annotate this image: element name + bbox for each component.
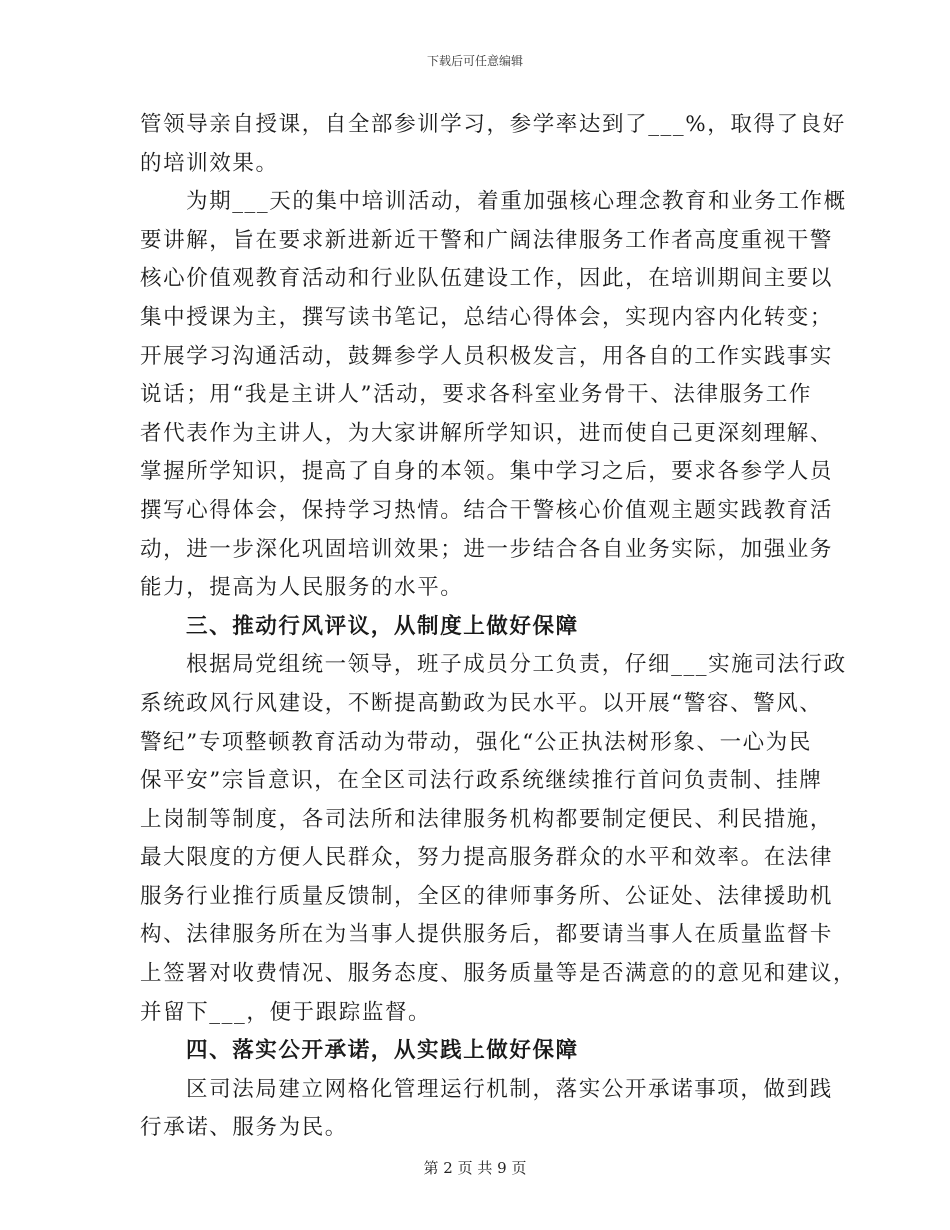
- document-body: [140, 106, 857, 1148]
- paragraph-line: 管领导亲自授课，自全部参训学习，参学率达到了___%，取得了良好: [140, 112, 846, 137]
- paragraph-line: 要讲解，旨在要求新进新近干警和广阔法律服务工作者高度重视干警: [140, 227, 834, 253]
- paragraph-line: 上岗制等制度，各司法所和法律服务机构都要制定便民、利民措施，: [140, 806, 834, 832]
- paragraph-line: 上签署对收费情况、服务态度、服务质量等是否满意的的意见和建议，: [140, 961, 857, 987]
- paragraph-line: 说话；用“我是主讲人”活动，要求各科室业务骨干、法律服务工作: [140, 382, 812, 408]
- paragraph-line: 集中授课为主，撰写读书笔记，总结心得体会，实现内容内化转变；: [140, 304, 834, 330]
- paragraph-line: 撰写心得体会，保持学习热情。结合干警核心价值观主题实践教育活: [140, 497, 834, 523]
- paragraph-line: 服务行业推行质量反馈制，全区的律师事务所、公证处、法律援助机: [140, 883, 834, 909]
- paragraph-line: 动，进一步深化巩固培训效果；进一步结合各自业务实际，加强业务: [140, 536, 834, 562]
- paragraph-line: 行承诺、服务为民。: [140, 1115, 348, 1141]
- paragraph-line: 警纪”专项整顿教育活动为带动，强化“公正执法树形象、一心为民: [140, 729, 812, 755]
- paragraph-line: 的培训效果。: [140, 150, 279, 176]
- section-heading: 三、推动行风评议，从制度上做好保障: [186, 613, 579, 639]
- paragraph-line: 核心价值观教育活动和行业队伍建设工作，因此，在培训期间主要以: [140, 266, 834, 292]
- section-heading: 四、落实公开承诺，从实践上做好保障: [186, 1038, 579, 1064]
- paragraph-line: 区司法局建立网格化管理运行机制，落实公开承诺事项，做到践: [186, 1076, 833, 1102]
- paragraph-line: 最大限度的方便人民群众，努力提高服务群众的水平和效率。在法律: [140, 845, 834, 871]
- paragraph-line: 掌握所学知识，提高了自身的本领。集中学习之后，要求各参学人员: [140, 459, 834, 485]
- paragraph-line: 能力，提高为人民服务的水平。: [140, 575, 464, 601]
- paragraph-line: 系统政风行风建设，不断提高勤政为民水平。以开展“警容、警风、: [140, 690, 823, 716]
- paragraph-line: 开展学习沟通活动，鼓舞参学人员积极发言，用各自的工作实践事实: [140, 343, 834, 369]
- paragraph-line: 为期___天的集中培训活动，着重加强核心理念教育和业务工作概: [186, 189, 847, 215]
- paragraph-line: 保平安”宗旨意识，在全区司法行政系统继续推行首问负责制、挂牌: [140, 768, 823, 794]
- paragraph-line: 者代表作为主讲人，为大家讲解所学知识，进而使自己更深刻理解、: [140, 420, 834, 446]
- paragraph-line: 并留下___，便于跟踪监督。: [140, 999, 432, 1025]
- page-header: 下载后可任意编辑: [426, 54, 523, 68]
- paragraph-line: 构、法律服务所在为当事人提供服务后，都要请当事人在质量监督卡: [140, 922, 834, 948]
- paragraph-line: 根据局党组统一领导，班子成员分工负责，仔细___实施司法行政: [186, 652, 847, 678]
- page-footer: 第 2 页 共 9 页: [423, 1159, 527, 1177]
